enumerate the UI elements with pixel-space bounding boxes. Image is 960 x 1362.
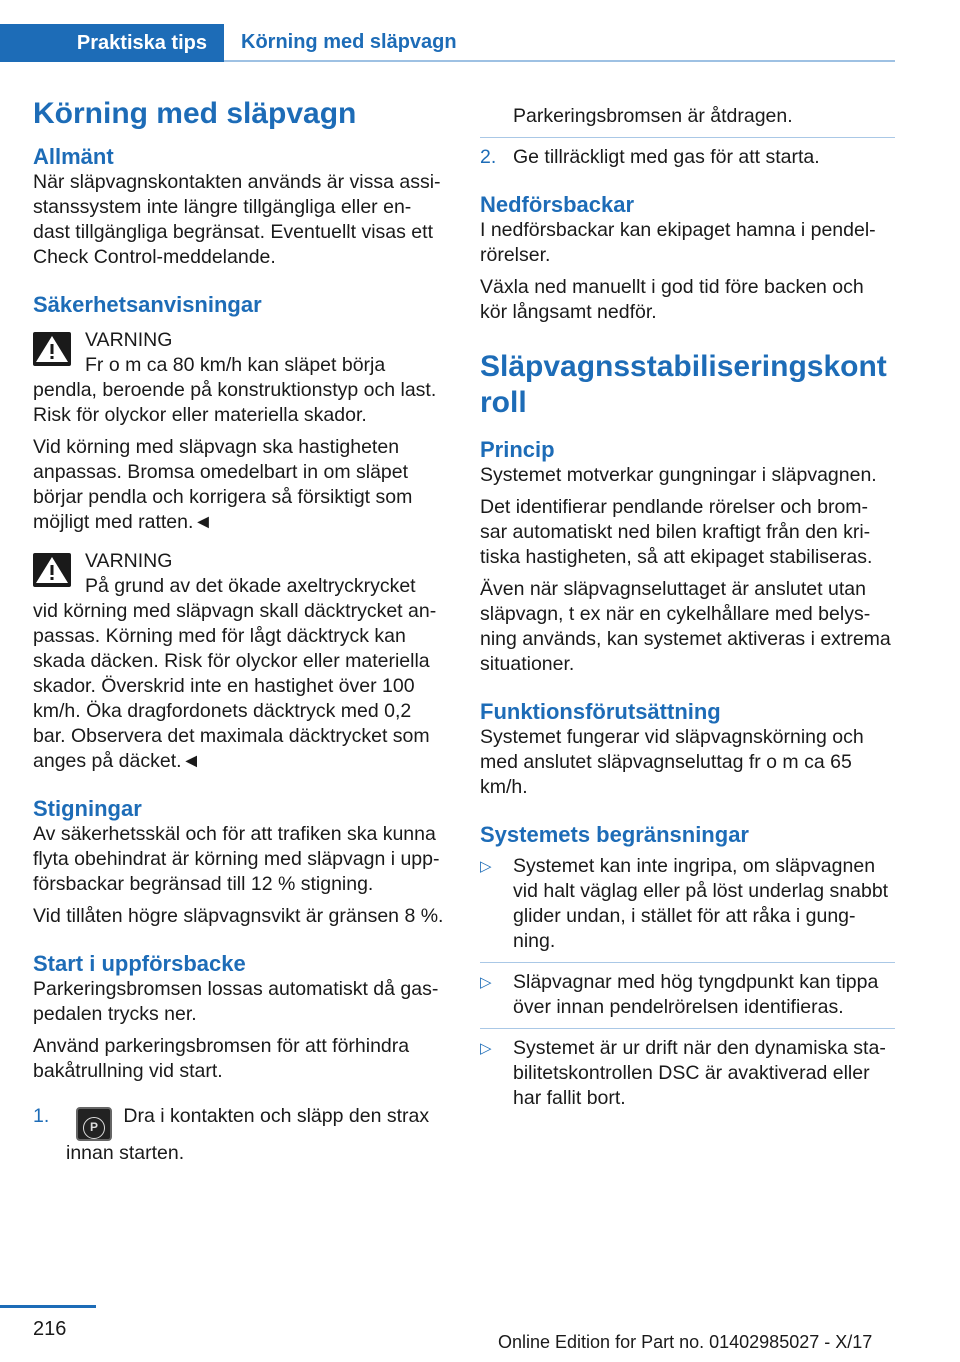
- section-title-stabilisering: Släpvagnsstabiliseringskontroll: [480, 350, 887, 419]
- heading-funktionsforutsattning: Funktionsförutsättning: [480, 699, 721, 724]
- paragraph-allmant: När släpvagnskontakten används är vissa assi-stanssystem inte längre tillgängliga eller en-dast tillgängliga begränsat. Eventuellt visas ett Check Control-meddelande.: [33, 171, 441, 268]
- list-divider: [480, 137, 895, 138]
- bullet-text: Systemet är ur drift när den dynamiska sta-bilitetskontrollen DSC är avaktiverad eller har fallit bort.: [513, 1037, 886, 1109]
- step-number: 2.: [480, 146, 497, 168]
- warning-triangle-icon: [33, 553, 71, 587]
- footer-accent-line: [0, 1305, 96, 1308]
- paragraph-nedforsbackar-2: Växla ned manuellt i god tid före backen och kör långsamt nedför.: [480, 276, 864, 323]
- step-text: Dra i kontakten och släpp den strax innan starten.: [66, 1105, 430, 1164]
- section-tab-praktiska-tips[interactable]: Praktiska tips: [0, 24, 224, 62]
- step-text: Ge tillräckligt med gas för att starta.: [513, 146, 820, 168]
- page-title: Körning med släpvagn: [33, 97, 357, 130]
- paragraph-funktionsforutsattning: Systemet fungerar vid släpvagnskörning och med anslutet släpvagnseluttag fr o m ca 65 km/h.: [480, 726, 864, 798]
- edition-footer: Online Edition for Part no. 01402985027 - X/17: [498, 1332, 873, 1352]
- bullet-triangle-icon: ▷: [480, 1040, 492, 1057]
- step-continuation: Parkeringsbromsen är åtdragen.: [513, 105, 793, 127]
- warning-title: VARNING: [85, 329, 173, 351]
- warning-first-line: På grund av det ökade axeltryckrycket: [85, 575, 416, 597]
- list-item: [480, 970, 895, 1020]
- heading-systemets-begransningar: Systemets begränsningar: [480, 822, 749, 847]
- right-column: [480, 104, 895, 1118]
- paragraph-princip-2: Det identifierar pendlande rörelser och brom-sar automatiskt ned bilen kraftigt från den kri-tiska hastigheten, så att ekipaget stabiliseras.: [480, 496, 873, 568]
- page-number: 216: [33, 1318, 67, 1340]
- parking-brake-button-icon: P: [76, 1107, 112, 1141]
- list-item: [480, 145, 895, 170]
- list-divider: [480, 1028, 895, 1029]
- warning-block-2: [33, 549, 448, 774]
- heading-start-i-uppforsbacke: Start i uppförsbacke: [33, 951, 246, 976]
- paragraph-stigningar-1: Av säkerhetsskäl och för att trafiken ska kunna flyta obehindrat är körning med släpvagn i upp-försbackar begränsad till 12 % stigning.: [33, 823, 440, 895]
- warning-block-1: [33, 328, 448, 428]
- steps-list: [33, 1104, 448, 1166]
- section-tab-korning-med-slapvagn[interactable]: Körning med släpvagn: [224, 24, 895, 62]
- list-divider: [480, 962, 895, 963]
- steps-list-continued: [480, 145, 895, 170]
- heading-allmant: Allmänt: [33, 144, 114, 169]
- paragraph-start-2: Använd parkeringsbromsen för att förhindra bakåtrullning vid start.: [33, 1035, 410, 1082]
- warning-triangle-icon: [33, 332, 71, 366]
- step-number: 1.: [33, 1105, 50, 1127]
- bullet-triangle-icon: ▷: [480, 858, 492, 875]
- paragraph-warning-1: Vid körning med släpvagn ska hastigheten anpassas. Bromsa omedelbart in om släpet börjar pendla och korrigera så försiktigt som möjligt med ratten.◄: [33, 436, 413, 533]
- left-column: [33, 96, 448, 1173]
- warning-text: pendla, beroende på konstruktionstyp och last. Risk för olyckor eller materiella skador.: [33, 379, 437, 426]
- warning-title: VARNING: [85, 550, 173, 572]
- limitations-list: [480, 854, 895, 1111]
- warning-text: vid körning med släpvagn skall däcktrycket an-passas. Körning med för lågt däcktryck kan skada däcken. Risk för olyckor eller materiella skador. Överskrid inte en hastighet över 100 km/h. Öka dragfordonets däcktryck med 0,2 bar. Observera det maximala däcktrycket som anges på däcket.◄: [33, 600, 437, 772]
- paragraph-princip-3: Även när släpvagnseluttaget är anslutet utan släpvagn, t ex när en cykelhållare med belys-ning används, kan systemet aktiveras i extrema situationer.: [480, 578, 891, 675]
- bullet-triangle-icon: ▷: [480, 974, 492, 991]
- paragraph-start-1: Parkeringsbromsen lossas automatiskt då gas-pedalen trycks ner.: [33, 978, 439, 1025]
- heading-sakerhetsanvisningar: Säkerhetsanvisningar: [33, 292, 262, 317]
- bullet-text: Släpvagnar med hög tyngdpunkt kan tippa över innan pendelrörelsen identifieras.: [513, 971, 879, 1018]
- paragraph-princip-1: Systemet motverkar gungningar i släpvagnen.: [480, 464, 877, 486]
- list-item: [480, 854, 895, 954]
- heading-princip: Princip: [480, 437, 555, 462]
- bullet-text: Systemet kan inte ingripa, om släpvagnen vid halt väglag eller på löst underlag snabbt glider undan, i stället för att råka i gung-ning.: [513, 855, 889, 952]
- paragraph-nedforsbackar-1: I nedförsbackar kan ekipaget hamna i pendel-rörelser.: [480, 219, 876, 266]
- list-item: [33, 1104, 448, 1166]
- page-header: [0, 24, 895, 62]
- paragraph-stigningar-2: Vid tillåten högre släpvagnsvikt är gränsen 8 %.: [33, 905, 444, 927]
- list-item: [480, 1036, 895, 1111]
- warning-first-line: Fr o m ca 80 km/h kan släpet börja: [85, 354, 386, 376]
- heading-nedforsbackar: Nedförsbackar: [480, 192, 635, 217]
- heading-stigningar: Stigningar: [33, 796, 142, 821]
